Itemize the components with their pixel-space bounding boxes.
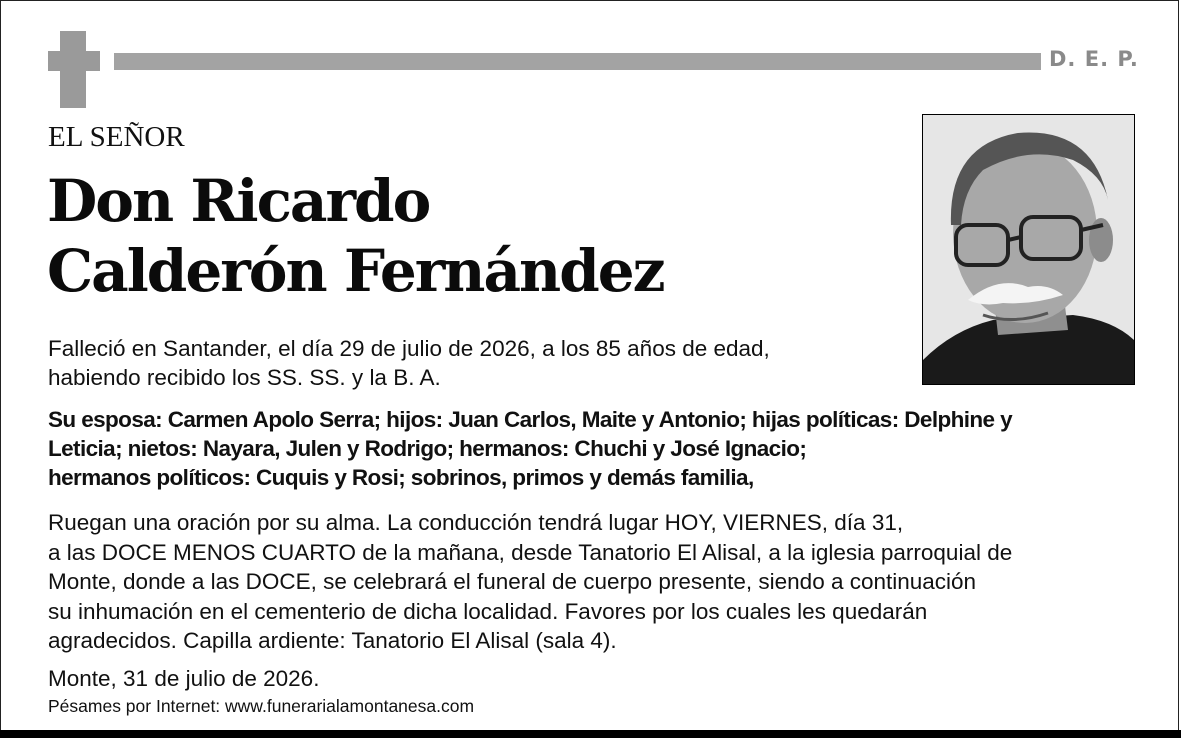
place-date: Monte, 31 de julio de 2026.	[48, 666, 320, 691]
dep-label: D. E. P.	[1049, 47, 1139, 71]
name-line-2: Calderón Fernández	[47, 237, 664, 305]
details-line-3: Monte, donde a las DOCE, se celebrará el funeral de cuerpo presente, siendo a continuación	[48, 569, 977, 594]
honorific: EL SEÑOR	[48, 121, 185, 153]
details-line-5: agradecidos. Capilla ardiente: Tanatorio El Alisal (sala 4).	[48, 628, 617, 653]
deceased-name	[47, 166, 907, 306]
family-line-2: Leticia; nietos: Nayara, Julen y Rodrigo; hermanos: Chuchi y José Ignacio;	[48, 436, 807, 461]
family-line-1: Su esposa: Carmen Apolo Serra; hijos: Juan Carlos, Maite y Antonio; hijas políticas: Delphine y	[48, 407, 1013, 432]
intro-line-1: Falleció en Santander, el día 29 de julio de 2026, a los 85 años de edad,	[48, 336, 770, 361]
cross-icon-arm	[48, 51, 100, 71]
family-list	[48, 405, 1148, 492]
funeral-details	[48, 508, 1148, 656]
header-rule	[114, 53, 1041, 70]
details-line-2: a las DOCE MENOS CUARTO de la mañana, desde Tanatorio El Alisal, a la iglesia parroquial de	[48, 539, 1013, 565]
intro-line-2: habiendo recibido los SS. SS. y la B. A.	[48, 364, 441, 390]
family-line-3: hermanos políticos: Cuquis y Rosi; sobrinos, primos y demás familia,	[48, 465, 754, 490]
bottom-border	[0, 730, 1181, 738]
details-line-4: su inhumación en el cementerio de dicha localidad. Favores por los cuales les quedarán	[48, 598, 928, 624]
death-notice	[48, 335, 1148, 392]
details-line-1: Ruegan una oración por su alma. La conducción tendrá lugar HOY, VIERNES, día 31,	[48, 510, 904, 535]
name-line-1: Don Ricardo	[47, 167, 430, 235]
condolences-link[interactable]: Pésames por Internet: www.funerarialamontanesa.com	[48, 696, 475, 716]
